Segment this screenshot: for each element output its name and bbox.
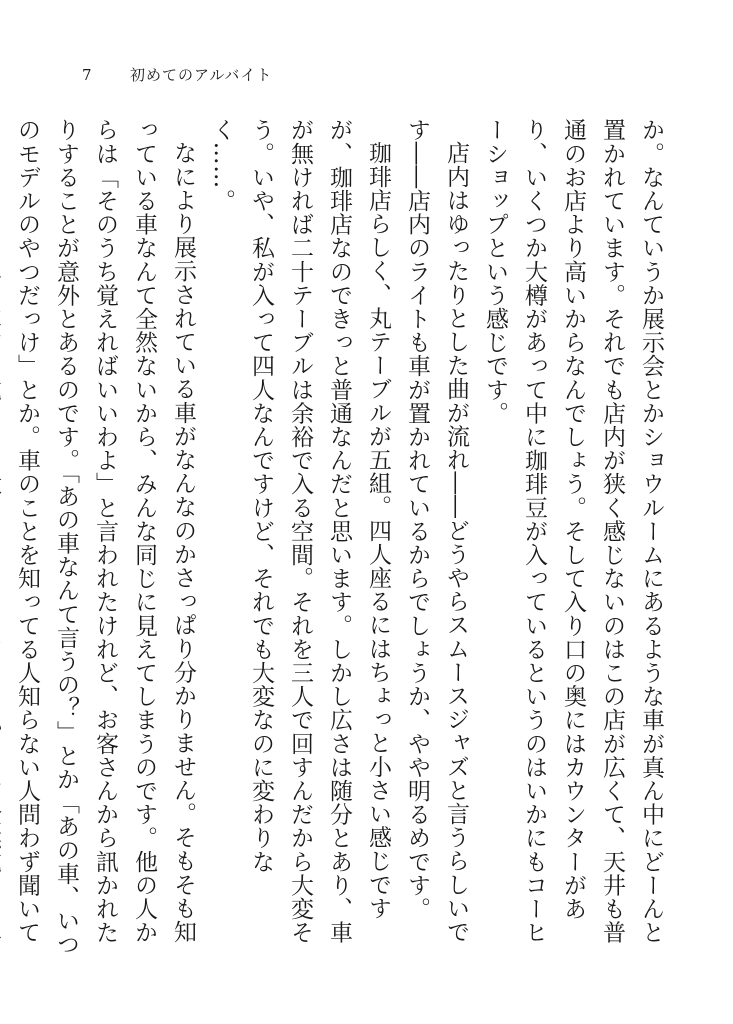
paragraph: か。なんていうか展示会とかショウルームにあるような車が真ん中にどーんと置かれています。それでも店内が狭く感じないのはこの店が広くて、天井も普通のお店より高いからなんでしょう。そして入り口の奥にはカウンターがあり、いくつか大樽があって中に珈琲豆が入っているというのはいかにもコーヒーショップという感じです。	[482, 118, 664, 944]
chapter-title: 初めてのアルバイト	[130, 66, 273, 84]
running-header	[82, 64, 272, 85]
paragraph: 珈琲店らしく、丸テーブルが五組。四人座るにはちょっと小さい感じですが、珈琲店なのできっと普通なんだと思います。しかし広さは随分とあり、車が無ければ二十テーブルは余裕で入る空間。それを三人で回すんだから大変そう。いや、私が入って四人なんですけど、それでも大変なのに変わりなく……。	[209, 118, 391, 944]
page-number: 7	[82, 66, 93, 84]
paragraph: 店内はゆったりとした曲が流れ――どうやらスムースジャズと言うらしいです――店内のライトも車が置かれているからでしょうか、やや明るめです。	[404, 118, 469, 944]
vertical-body-text	[14, 118, 670, 958]
paragraph: なにより展示されている車がなんなのかさっぱり分かりません。そもそも知っている車なんて全然ないから、みんな同じに見えてしまうのです。他の人からは「そのうち覚えればいいわよ」と言われたけれど、お客さんから訊かれたりすることが意外とあるのです。「あの車なんて言うの？」とか「あの車、いつのモデルのやつだっけ」とか。車のことを知ってる人知らない人問わず聞いて	[14, 118, 196, 957]
